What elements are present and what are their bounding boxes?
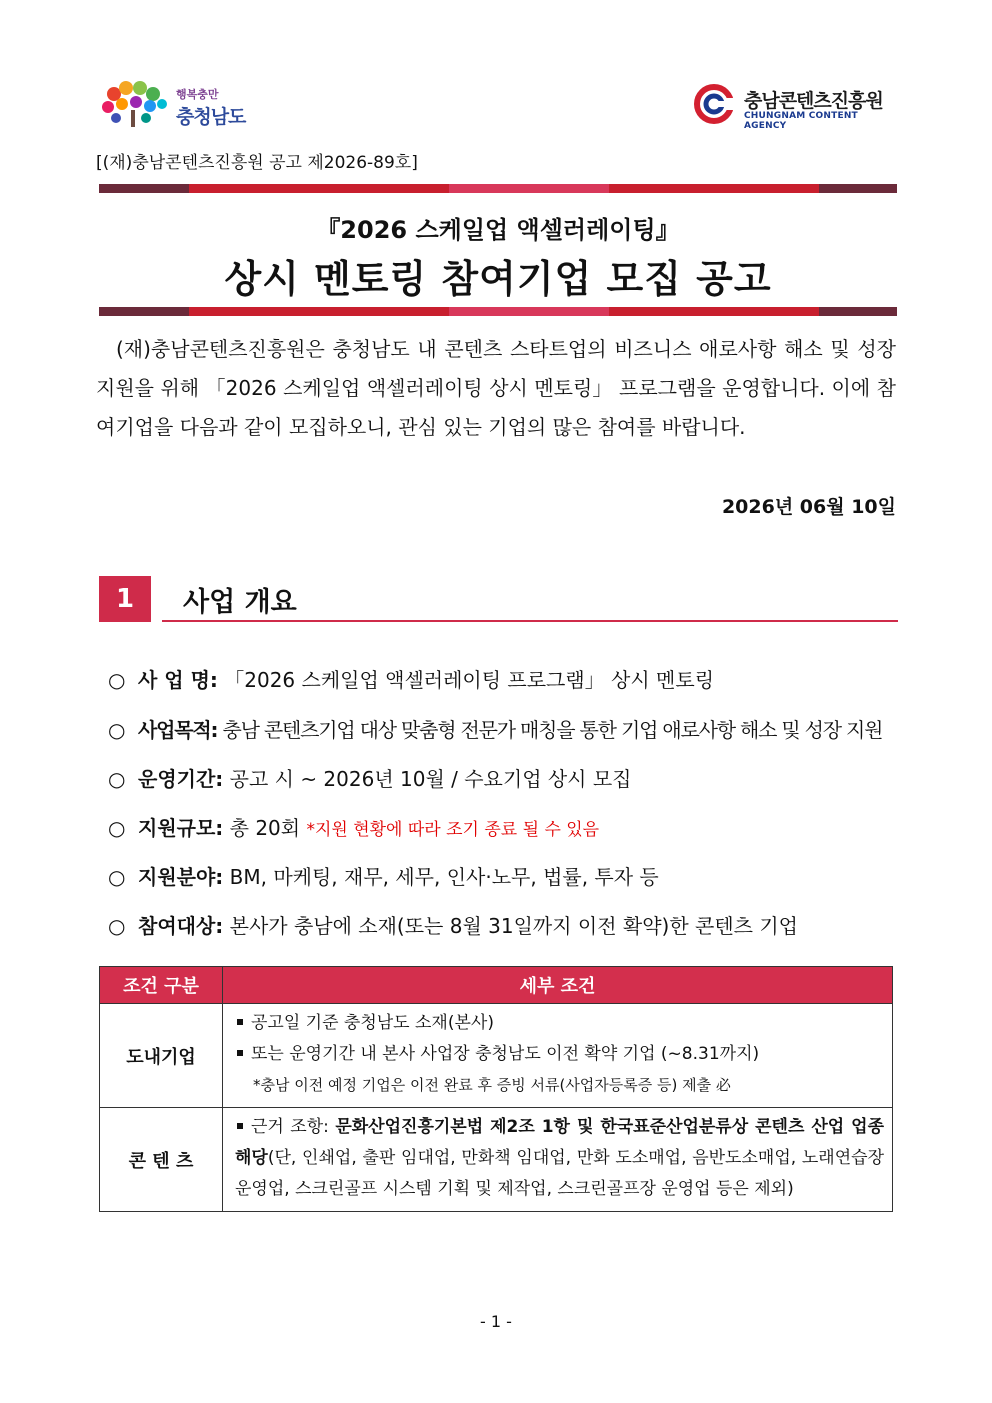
item-operation-period xyxy=(108,763,632,792)
item-value: 「2026 스케일업 액셀러레이팅 프로그램」 상시 멘토링 xyxy=(224,668,715,692)
agency-english-name: CHUNGNAM CONTENT AGENCY xyxy=(744,111,858,131)
bullet: ○ xyxy=(108,914,126,938)
notice-date: 2026년 06월 10일 xyxy=(721,496,896,518)
notice-number: [(재)충남콘텐츠진흥원 공고 제2026-89호] xyxy=(96,153,418,173)
item-value: 충남 콘텐츠기업 대상 맞춤형 전문가 매칭을 통한 기업 애로사항 해소 및 성장 지원 xyxy=(222,718,883,742)
item-key: 지원분야: xyxy=(138,865,224,889)
item-note: *지원 현황에 따라 조기 종료 될 수 있음 xyxy=(306,820,600,840)
item-business-purpose xyxy=(108,714,882,743)
section-number: 1 xyxy=(99,576,151,622)
item-value: 본사가 충남에 소재(또는 8월 31일까지 이전 확약)한 콘텐츠 기업 xyxy=(229,914,798,938)
item-key: 참여대상: xyxy=(138,914,224,938)
item-key: 사업목적: xyxy=(138,718,218,742)
row-details xyxy=(223,1108,893,1212)
title-top-band xyxy=(99,184,897,193)
row-label: 콘 텐 츠 xyxy=(100,1108,223,1212)
logo-name: 충청남도 xyxy=(176,106,246,128)
table-header-details: 세부 조건 xyxy=(223,967,893,1004)
row-label: 도내기업 xyxy=(100,1004,223,1108)
agency-name: 충남콘텐츠진흥원 xyxy=(744,90,883,112)
square-bullet-icon xyxy=(237,1019,243,1025)
detail-text: 공고일 기준 충청남도 소재(본사) xyxy=(251,1013,494,1033)
page-number: - 1 - xyxy=(480,1312,512,1331)
item-key: 사 업 명: xyxy=(138,668,218,692)
item-value: BM, 마케팅, 재무, 세무, 인사·노무, 법률, 투자 등 xyxy=(229,865,659,889)
title-bottom-band xyxy=(99,307,897,316)
detail-line xyxy=(235,1039,884,1070)
intro-paragraph xyxy=(96,330,896,447)
table-header-category: 조건 구분 xyxy=(100,967,223,1004)
item-value: 총 20회 xyxy=(229,816,301,840)
detail-bold: 문화산업진흥기본법 제2조 1항 및 한국표준산업분류상 콘텐츠 산업 업종 해당 xyxy=(235,1117,884,1168)
square-bullet-icon xyxy=(237,1123,243,1129)
title-line-2: 상시 멘토링 참여기업 모집 공고 xyxy=(224,257,772,301)
agency-c-logo-icon xyxy=(694,84,738,124)
row-details xyxy=(223,1004,893,1108)
section-underline xyxy=(162,620,898,622)
item-key: 운영기간: xyxy=(138,767,224,791)
bullet: ○ xyxy=(108,668,126,692)
intro-text: (재)충남콘텐츠진흥원은 충청남도 내 콘텐츠 스타트업의 비즈니스 애로사항 해소 및 성장 지원을 위해 「2026 스케일업 액셀러레이팅 상시 멘토링」 프로그램을 운영합니다. 이에 참여기업을 다음과 같이 모집하오니, 관심 있는 기업의 많은 참여를 바랍니다. xyxy=(96,337,896,439)
bullet: ○ xyxy=(108,767,126,791)
title-line-1: 『2026 스케일업 액셀러레이팅』 xyxy=(316,216,680,244)
item-business-name xyxy=(108,664,714,693)
bullet: ○ xyxy=(108,865,126,889)
table-row xyxy=(100,1004,893,1108)
detail-text: 또는 운영기간 내 본사 사업장 충청남도 이전 확약 기업 (~8.31까지) xyxy=(251,1044,760,1064)
bullet: ○ xyxy=(108,718,125,742)
item-value: 공고 시 ~ 2026년 10월 / 수요기업 상시 모집 xyxy=(229,767,632,791)
square-bullet-icon xyxy=(237,1050,243,1056)
conditions-table xyxy=(99,966,893,1212)
item-key: 지원규모: xyxy=(138,816,224,840)
detail-line xyxy=(235,1008,884,1039)
content-agency-logo xyxy=(692,84,902,131)
item-eligibility xyxy=(108,910,798,939)
detail-paragraph xyxy=(235,1112,884,1205)
logo-slogan: 행복충만 xyxy=(176,88,219,101)
table-header-row xyxy=(100,967,893,1004)
bullet: ○ xyxy=(108,816,126,840)
detail-rest: (단, 인쇄업, 출판 임대업, 만화책 임대업, 만화 도소매업, 음반도소매업, 노래연습장 운영업, 스크린골프 시스템 기획 및 제작업, 스크린골프장 운영업 등은 제외) xyxy=(235,1148,884,1199)
item-support-field xyxy=(108,861,659,890)
chungnam-province-logo xyxy=(100,80,260,130)
detail-note: *충남 이전 예정 기업은 이전 완료 후 증빙 서류(사업자등록증 등) 제출 必 xyxy=(253,1076,731,1094)
detail-prefix: 근거 조항: xyxy=(251,1117,336,1137)
table-row xyxy=(100,1108,893,1212)
item-support-scale xyxy=(108,812,599,841)
section-title: 사업 개요 xyxy=(183,587,297,618)
flower-logo-icon xyxy=(100,80,170,128)
